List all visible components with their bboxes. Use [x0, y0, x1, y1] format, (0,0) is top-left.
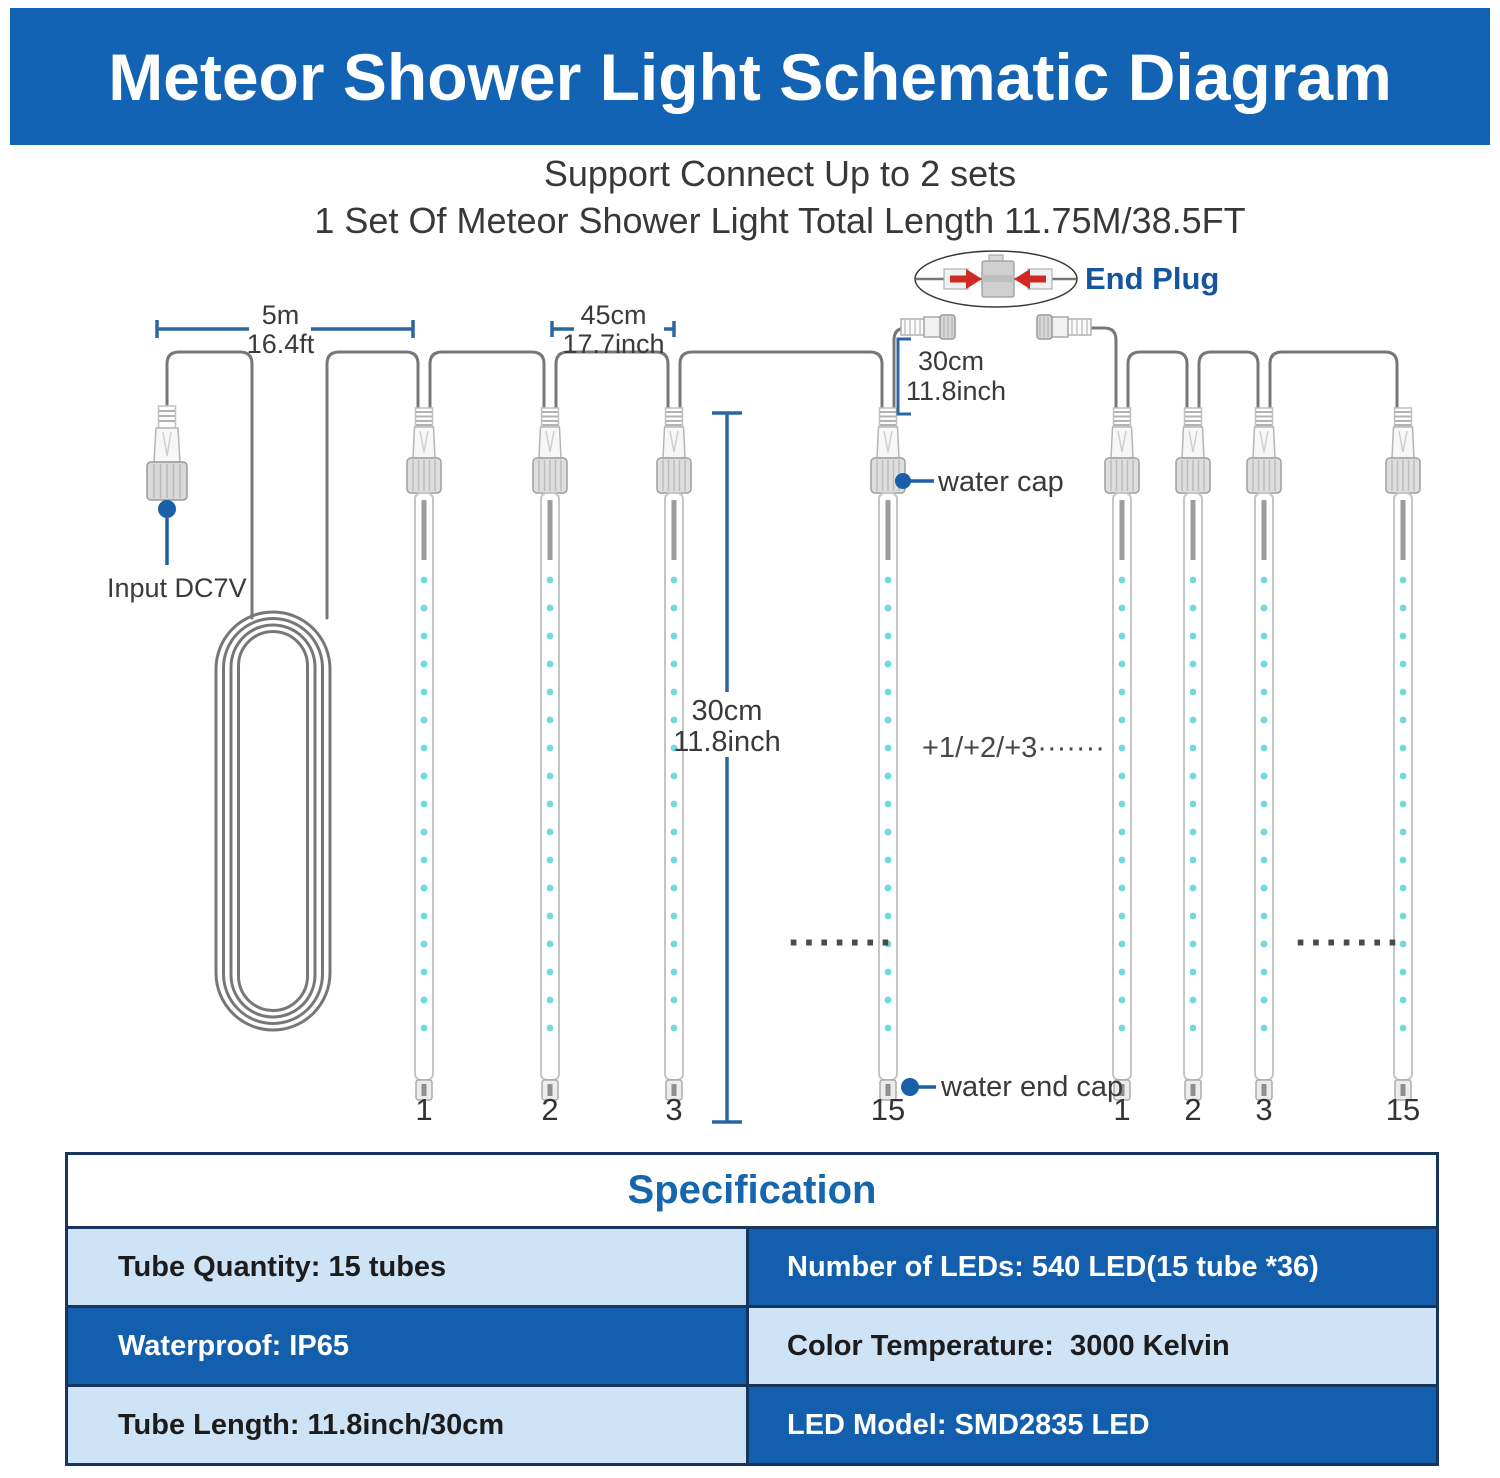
- dim-5m-alt: 16.4ft: [246, 329, 315, 359]
- add-sets-sequence-label: +1/+2/+3·······: [922, 732, 1105, 764]
- ellipsis-dots-set2: ·······: [1295, 921, 1403, 965]
- table-row: [68, 1229, 1436, 1308]
- dim-45cm-value: 45cm: [580, 300, 647, 330]
- tube-number: 2: [541, 1092, 559, 1127]
- light-tube: [1105, 408, 1139, 1100]
- specification-table: [65, 1152, 1439, 1466]
- specification-title: Specification: [627, 1168, 877, 1212]
- end-plug-callout: [915, 251, 1077, 307]
- light-tube: [1247, 408, 1281, 1100]
- water-end-cap-label: water end cap: [941, 1071, 1124, 1103]
- tube-number: 2: [1184, 1092, 1202, 1127]
- light-tube: [533, 408, 567, 1100]
- set2-start-connector: [1037, 315, 1091, 339]
- input-plug-connector: [147, 406, 187, 500]
- light-tube: [871, 408, 905, 1100]
- spec-cell-tube-length: Tube Length: 11.8inch/30cm: [68, 1387, 749, 1463]
- dim-45cm-alt: 17.7inch: [562, 329, 665, 359]
- dim-tube-length-alt: 11.8inch: [673, 726, 781, 758]
- tube-number: 3: [1255, 1092, 1273, 1127]
- tube-number: 15: [870, 1092, 906, 1127]
- spec-cell-tube-quantity: Tube Quantity: 15 tubes: [68, 1229, 749, 1305]
- wire-segment: [556, 352, 668, 408]
- coil-exit-wire: [327, 352, 418, 618]
- subtitle-line1: Support Connect Up to 2 sets: [543, 153, 1017, 194]
- tube-number: 1: [1113, 1092, 1131, 1127]
- dim-drop-alt: 11.8inch: [906, 376, 1007, 406]
- page-title: Meteor Shower Light Schematic Diagram: [108, 39, 1392, 114]
- wire-segment: [680, 352, 882, 408]
- water-cap-label: water cap: [938, 466, 1064, 498]
- light-tube: [1386, 408, 1420, 1100]
- input-marker-dot: [158, 500, 176, 518]
- wire-segment: [1270, 352, 1397, 408]
- wire-segment: [430, 352, 544, 408]
- spec-cell-color-temperature: Color Temperature: 3000 Kelvin: [749, 1308, 1436, 1384]
- wire-segment: [1128, 352, 1187, 408]
- spec-cell-led-model: LED Model: SMD2835 LED: [749, 1387, 1436, 1463]
- power-cord-coil: [216, 612, 330, 1030]
- tube-number: 1: [415, 1092, 433, 1127]
- input-dc7v-label: Input DC7V: [107, 573, 247, 603]
- subtitle-line2: 1 Set Of Meteor Shower Light Total Length 11.75M/38.5FT: [314, 200, 1246, 241]
- table-row: [68, 1308, 1436, 1387]
- ellipsis-dots-set1: ·······: [788, 921, 896, 965]
- light-tube: [1176, 408, 1210, 1100]
- spec-cell-led-count: Number of LEDs: 540 LED(15 tube *36): [749, 1229, 1436, 1305]
- dim-drop-value: 30cm: [918, 346, 985, 376]
- string-wires: [167, 328, 1397, 618]
- spec-cell-waterproof: Waterproof: IP65: [68, 1308, 749, 1384]
- wire-segment: [1199, 352, 1258, 408]
- end-plug-label: End Plug: [1085, 261, 1220, 296]
- specification-header: [68, 1155, 1436, 1229]
- dim-tube-length-value: 30cm: [691, 695, 763, 727]
- dim-tube-length-line: [712, 413, 742, 1122]
- light-tube: [407, 408, 441, 1100]
- table-row: [68, 1387, 1436, 1463]
- wire-from-end-plug: [1086, 328, 1116, 408]
- tube-number: 15: [1385, 1092, 1421, 1127]
- dim-5m-value: 5m: [261, 300, 300, 330]
- tube-number: 3: [665, 1092, 683, 1127]
- set1-end-connector: [901, 315, 955, 339]
